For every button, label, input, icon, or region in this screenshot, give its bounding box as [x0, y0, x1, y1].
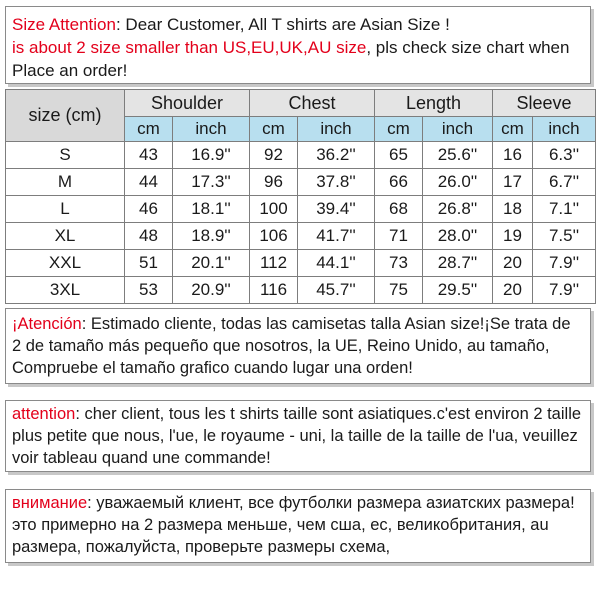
- measurement-cell: 92: [250, 142, 298, 169]
- spanish-notice: [5, 308, 591, 384]
- size-label: M: [6, 169, 125, 196]
- size-column-header: size (cm): [6, 90, 125, 142]
- size-row: [6, 142, 596, 169]
- size-chart-table: [5, 89, 596, 304]
- measurement-cell: 106: [250, 223, 298, 250]
- measurement-cell: 7.9'': [533, 277, 596, 304]
- size-label: S: [6, 142, 125, 169]
- sleeve-header: Sleeve: [493, 90, 596, 117]
- french-notice: [5, 400, 591, 472]
- unit-header: cm: [493, 117, 533, 142]
- measurement-cell: 16.9'': [173, 142, 250, 169]
- shoulder-header: Shoulder: [125, 90, 250, 117]
- size-label: XXL: [6, 250, 125, 277]
- size-row: [6, 277, 596, 304]
- measurement-cell: 65: [375, 142, 423, 169]
- size-chart-body: [6, 142, 596, 304]
- size-attention-text-2: , pls check size chart when Place an order!: [12, 38, 570, 80]
- measurement-cell: 44.1'': [298, 250, 375, 277]
- size-attention-label: Size Attention: [12, 15, 116, 34]
- unit-header: cm: [250, 117, 298, 142]
- measurement-cell: 20: [493, 250, 533, 277]
- measurement-cell: 43: [125, 142, 173, 169]
- measurement-cell: 7.1'': [533, 196, 596, 223]
- measurement-cell: 68: [375, 196, 423, 223]
- size-label: XL: [6, 223, 125, 250]
- unit-header: inch: [423, 117, 493, 142]
- measurement-cell: 48: [125, 223, 173, 250]
- unit-header: inch: [533, 117, 596, 142]
- french-notice-label: attention: [12, 405, 76, 423]
- spanish-notice-text: : Estimado cliente, todas las camisetas talla Asian size!¡Se trata de 2 de tamaño más pequeño que nosotros, la UE, Reino Unido, au tamaño, Compruebe el tamaño grafico cuando lugar una orden!: [12, 315, 571, 377]
- measurement-cell: 46: [125, 196, 173, 223]
- size-label: 3XL: [6, 277, 125, 304]
- size-attention-text: : Dear Customer, All T shirts are Asian Size !: [115, 15, 450, 34]
- russian-notice-text: : уважаемый клиент, все футболки размера азиатских размера!это примерно на 2 размера меньше, чем сша, ес, великобритания, au размера, пожалуйста, проверьте размеры схема,: [12, 494, 575, 556]
- measurement-cell: 45.7'': [298, 277, 375, 304]
- measurement-cell: 28.0'': [423, 223, 493, 250]
- measurement-cell: 18: [493, 196, 533, 223]
- measurement-cell: 71: [375, 223, 423, 250]
- chest-header: Chest: [250, 90, 375, 117]
- unit-header: cm: [125, 117, 173, 142]
- measurement-cell: 73: [375, 250, 423, 277]
- measurement-cell: 26.0'': [423, 169, 493, 196]
- size-row: [6, 250, 596, 277]
- measurement-cell: 100: [250, 196, 298, 223]
- size-row: [6, 169, 596, 196]
- unit-header: inch: [298, 117, 375, 142]
- measurement-cell: 6.7'': [533, 169, 596, 196]
- measurement-cell: 39.4'': [298, 196, 375, 223]
- size-label: L: [6, 196, 125, 223]
- size-attention-notice: [5, 6, 591, 84]
- measurement-cell: 51: [125, 250, 173, 277]
- measurement-cell: 20.1'': [173, 250, 250, 277]
- size-row: [6, 223, 596, 250]
- measurement-cell: 18.1'': [173, 196, 250, 223]
- measurement-cell: 116: [250, 277, 298, 304]
- measurement-cell: 28.7'': [423, 250, 493, 277]
- measurement-cell: 20: [493, 277, 533, 304]
- russian-notice-label: внимание: [12, 494, 88, 512]
- spanish-notice-label: ¡Atención: [12, 315, 82, 333]
- measurement-cell: 7.9'': [533, 250, 596, 277]
- measurement-cell: 6.3'': [533, 142, 596, 169]
- measurement-cell: 17.3'': [173, 169, 250, 196]
- measurement-cell: 19: [493, 223, 533, 250]
- measurement-cell: 37.8'': [298, 169, 375, 196]
- unit-header: inch: [173, 117, 250, 142]
- measurement-cell: 20.9'': [173, 277, 250, 304]
- measurement-cell: 26.8'': [423, 196, 493, 223]
- size-attention-warning: is about 2 size smaller than US,EU,UK,AU size: [12, 38, 367, 57]
- russian-notice: [5, 489, 591, 563]
- unit-header: cm: [375, 117, 423, 142]
- measurement-cell: 17: [493, 169, 533, 196]
- measurement-cell: 25.6'': [423, 142, 493, 169]
- measurement-cell: 16: [493, 142, 533, 169]
- measurement-cell: 41.7'': [298, 223, 375, 250]
- measurement-cell: 36.2'': [298, 142, 375, 169]
- measurement-cell: 66: [375, 169, 423, 196]
- measurement-cell: 7.5'': [533, 223, 596, 250]
- size-row: [6, 196, 596, 223]
- measurement-cell: 96: [250, 169, 298, 196]
- measurement-cell: 44: [125, 169, 173, 196]
- length-header: Length: [375, 90, 493, 117]
- measurement-cell: 29.5'': [423, 277, 493, 304]
- french-notice-text: : cher client, tous les t shirts taille sont asiatiques.c'est environ 2 taille plus petite que nous, l'ue, le royaume - uni, la taille de la taille de l'ua, veuillez voir tableau quand une commande!: [12, 405, 582, 467]
- measurement-cell: 75: [375, 277, 423, 304]
- size-chart-group-header: [6, 90, 596, 117]
- measurement-cell: 53: [125, 277, 173, 304]
- measurement-cell: 18.9'': [173, 223, 250, 250]
- measurement-cell: 112: [250, 250, 298, 277]
